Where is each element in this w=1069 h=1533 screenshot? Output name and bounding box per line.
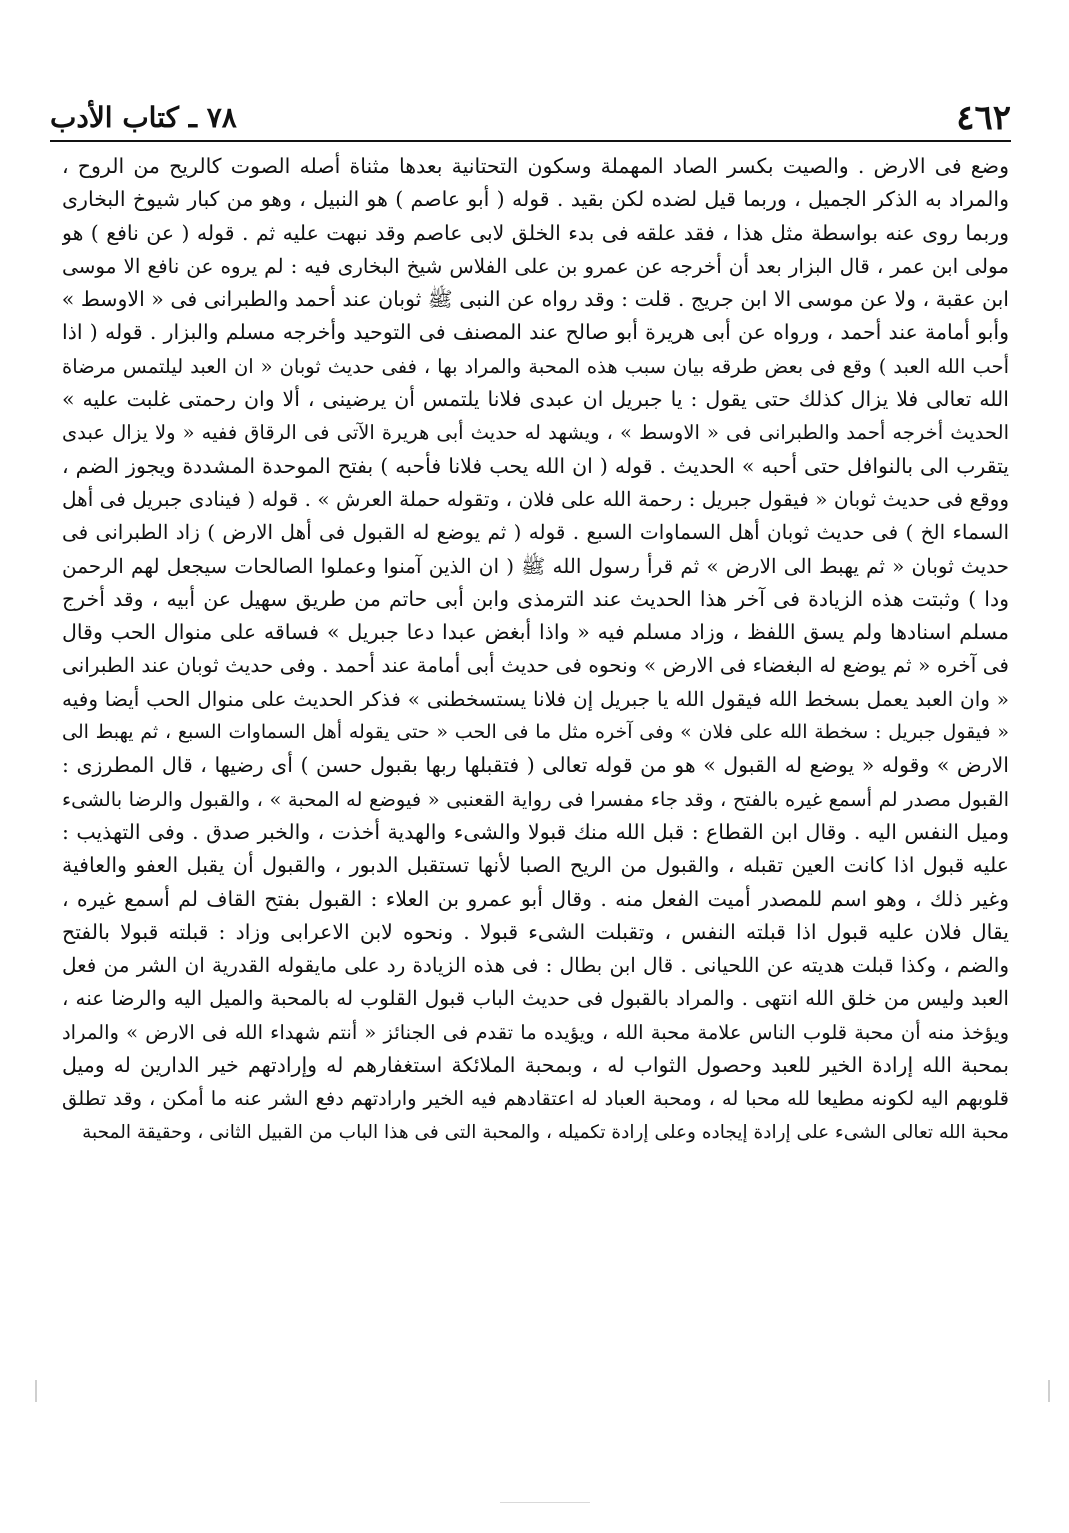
text-line: وضع فى الارض . والصيت بكسر الصاد المهملة وسكون التحتانية بعدها مثناة أصله الصوت كالريح من الروح ، — [62, 154, 1009, 178]
text-line: وميل النفس اليه . وقال ابن القطاع : قبل الله منك قبولا والشىء والهدية أخذت ، والخبر صدق . وفى التهذيب : — [62, 819, 1009, 844]
text-line: الله تعالى فلا يزال كذلك حتى يقول : يا جبريل ان عبدى فلانا يلتمس أن يرضينى ، ألا وان رحمتى غلبت عليه » — [62, 387, 1009, 412]
text-line: والضم ، وكذا قبلت هديته عن اللحيانى . قال ابن بطال : فى هذه الزيادة رد على مايقوله القدرية ان الشر من فعل — [62, 953, 1009, 978]
text-line: مسلم اسنادها ولم يسق اللفظ ، وزاد مسلم فيه « واذا أبغض عبدا دعا جبريل » فساقه على منوال الحب وقال — [62, 620, 1009, 645]
text-line: الحديث أخرجه أحمد والطبرانى فى « الاوسط » ، ويشهد له حديث أبى هريرة الآتى فى الرقاق ففيه « ولا يزال عبدى — [62, 421, 1009, 445]
text-line: مولى ابن عمر ، قال البزار بعد أن أخرجه عن عمرو بن على الفلاس شيخ البخارى فيه : لم يروه عن نافع الا موسى — [62, 253, 1009, 278]
text-line: القبول مصدر لم أسمع غيره بالفتح ، وقد جاء مفسرا فى رواية القعنبى « فيوضع له المحبة » ، والقبول والرضا بالشىء — [62, 787, 1009, 811]
text-line: وغير ذلك ، وهو اسم للمصدر أميت الفعل منه . وقال أبو عمرو بن العلاء : القبول بفتح القاف لم أسمع غيره ، — [62, 886, 1009, 911]
text-line: السماء الخ ) فى حديث ثوبان أهل السماوات السبع . قوله ( ثم يوضع له القبول فى أهل الارض ) زاد الطبرانى فى — [62, 520, 1009, 545]
text-line: « فيقول جبريل : سخطة الله على فلان » وفى آخره مثل ما فى الحب « حتى يقوله أهل السماوات السبع ، ثم يهبط الى — [62, 721, 1009, 744]
text-line: « وان العبد يعمل بسخط الله فيقول الله يا جبريل إن فلانا يستسخطنى » فذكر الحديث على منوال الحب أيضا وفيه — [62, 686, 1009, 711]
text-line: يقال فلان عليه قبول اذا قبلته النفس ، وتقبلت الشىء قبولا . ونحوه لابن الاعرابى وزاد : قبلته قبولا بالفتح — [62, 919, 1009, 944]
scan-mark — [35, 1380, 37, 1402]
text-line: يتقرب الى بالنوافل حتى أحبه » الحديث . قوله ( ان الله يحب فلانا فأحبه ) بفتح الموحدة المشددة ويجوز الضم ، — [62, 453, 1009, 478]
text-line: العبد وليس من خلق الله انتهى . والمراد بالقبول فى حديث الباب قبول القلوب له بالمحبة والميل اليه والرضا عنه ، — [62, 986, 1009, 1011]
text-line: وربما روى عنه بواسطة مثل هذا ، فقد علقه فى بدء الخلق لابى عاصم وقد نبهت عليه ثم . قوله ( عن نافع ) هو — [62, 220, 1009, 245]
page-header — [50, 96, 1011, 142]
text-line: ابن عقبة ، ولا عن موسى الا ابن جريج . قلت : وقد رواه عن النبى ﷺ ثوبان عند أحمد والطبرانى فى « الاوسط » — [62, 287, 1009, 312]
running-title: ٧٨ ـ كتاب الأدب — [50, 101, 237, 134]
text-line: فى آخره « ثم يوضع له البغضاء فى الارض » ونحوه فى حديث أبى أمامة عند أحمد . وفى حديث ثوبان عند الطبرانى — [62, 653, 1009, 678]
text-line: وأبو أمامة عند أحمد ، ورواه عن أبى هريرة أبو صالح عند المصنف فى التوحيد وأخرجه مسلم والبزار . قوله ( اذا — [62, 320, 1009, 345]
footer-rule — [500, 1502, 590, 1503]
text-line: الارض » وقوله « يوضع له القبول » هو من قوله تعالى ( فتقبلها ربها بقبول حسن ) أى رضيها ، قال المطرزى : — [62, 753, 1009, 778]
text-line: حديث ثوبان « ثم يهبط الى الارض » ثم قرأ رسول الله ﷺ ( ان الذين آمنوا وعملوا الصالحات سيجعل لهم الرحمن — [62, 553, 1009, 578]
commentary-text — [62, 150, 1009, 1149]
text-line: بمحبة الله إرادة الخير للعبد وحصول الثواب له ، وبمحبة الملائكة استغفارهم له وإرادتهم خير الدارين له وميل — [62, 1053, 1009, 1078]
text-line: ووقع فى حديث ثوبان « فيقول جبريل : رحمة الله على فلان ، وتقوله حملة العرش » . قوله ( فينادى جبريل فى أهل — [62, 486, 1009, 511]
page-number: ٤٦٢ — [956, 98, 1011, 138]
text-line: قلوبهم اليه لكونه مطيعا لله محبا له ، ومحبة العباد له اعتقادهم فيه الخير وارادتهم دفع الشر عنه ما أمكن ، وقد تطلق — [62, 1087, 1009, 1111]
text-line: محبة الله تعالى الشىء على إرادة إيجاده وعلى إرادة تكميله ، والمحبة التى فى هذا الباب من القبيل الثانى ، وحقيقة المحبة — [82, 1121, 1009, 1143]
text-line: أحب الله العبد ) وقع فى بعض طرقه بيان سبب هذه المحبة والمراد بها ، ففى حديث ثوبان « ان العبد ليلتمس مرضاة — [62, 354, 1009, 378]
text-line: ودا ) وثبتت هذه الزيادة فى آخر هذا الحديث عند الترمذى وابن أبى حاتم من طريق سهيل عن أبيه ، وقد أخرج — [62, 586, 1009, 611]
text-line: والمراد به الذكر الجميل ، وربما قيل لضده لكن بقيد . قوله ( أبو عاصم ) هو النبيل ، وهو من كبار شيوخ البخارى — [62, 187, 1009, 212]
text-line: عليه قبول اذا كانت العين تقبله ، والقبول من الريح الصبا لأنها تستقبل الدبور ، والقبول أن يقبل العفو والعافية — [62, 853, 1009, 878]
scan-mark — [1048, 1380, 1050, 1402]
text-line: ويؤخذ منه أن محبة قلوب الناس علامة محبة الله ، ويؤيده ما تقدم فى الجنائز « أنتم شهداء الله فى الارض » والمراد — [62, 1020, 1009, 1044]
